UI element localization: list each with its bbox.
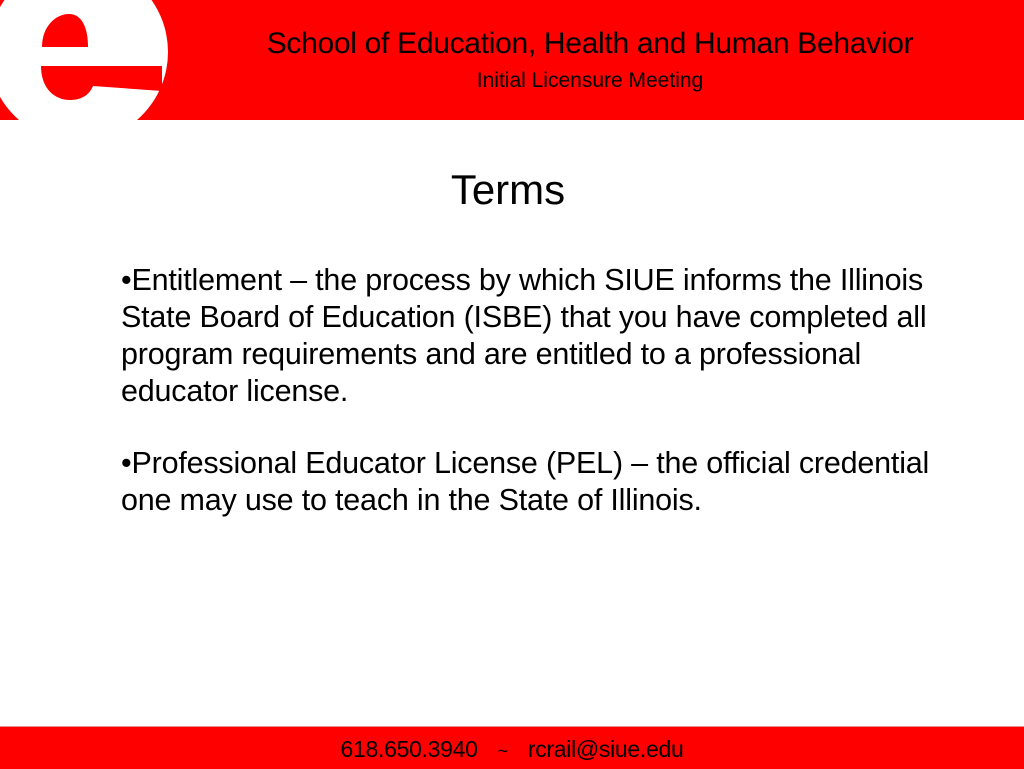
footer-separator: ~	[497, 741, 508, 761]
bullet-entitlement: •Entitlement – the process by which SIUE informs the Illinois State Board of Education (ISBE) that you have completed all program requirements and are entitled to a professional educator license.	[121, 263, 927, 408]
meeting-name: Initial Licensure Meeting	[476, 69, 704, 92]
school-name: School of Education, Health and Human Behavior	[266, 27, 914, 60]
slide-title: Terms	[450, 166, 566, 213]
header-banner	[0, 0, 1024, 120]
bullet-pel: •Professional Educator License (PEL) – the official credential one may use to teach in the State of Illinois.	[121, 446, 930, 517]
footer-email: rcrail@siue.edu	[527, 736, 684, 762]
footer-contact	[0, 735, 1024, 765]
footer-banner	[0, 726, 1024, 769]
siue-e-logo-icon	[0, 0, 170, 120]
slide-content	[121, 262, 961, 554]
footer-phone: 618.650.3940	[340, 736, 478, 762]
